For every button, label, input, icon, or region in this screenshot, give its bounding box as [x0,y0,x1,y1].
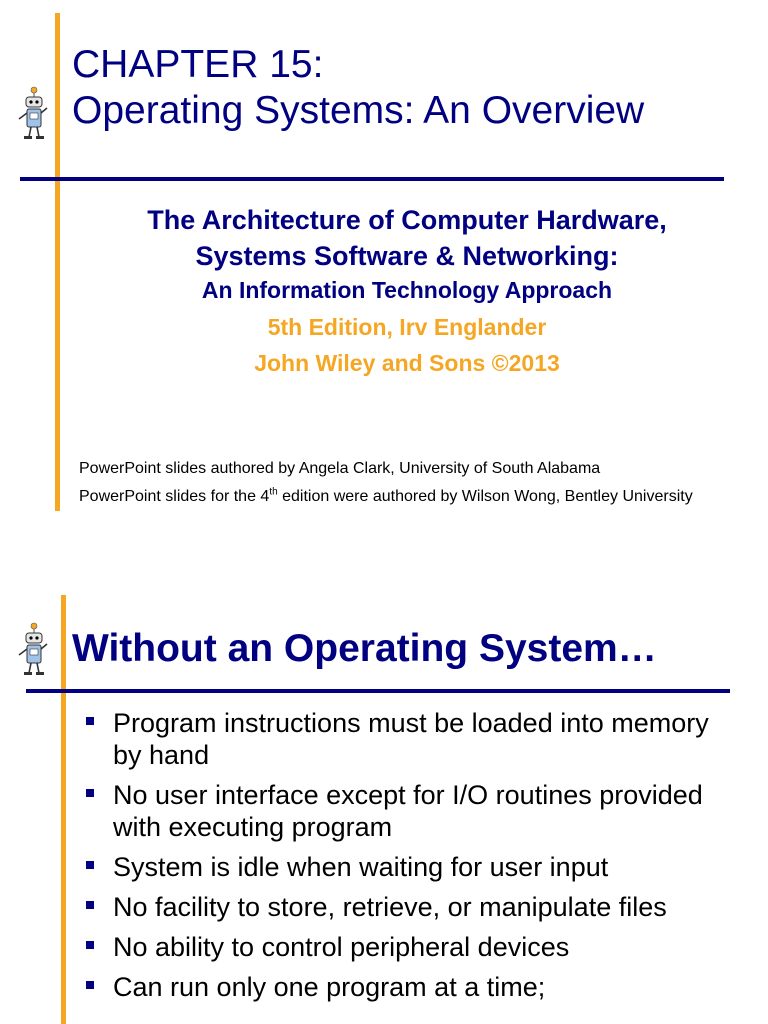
bullet-text: No facility to store, retrieve, or manipulate files [113,892,667,922]
slide-credit-2-sup: th [269,486,278,498]
bullet-item [86,891,726,923]
bullet-list [86,707,726,1011]
slide1-title-divider [20,177,724,181]
slide-credit-2 [79,486,739,508]
book-title-line2: Systems Software & Networking: [195,241,619,271]
bullet-square-icon [86,941,94,949]
bullet-item [86,779,726,843]
slide2-accent-bar [61,595,66,1024]
slide-credit-1: PowerPoint slides authored by Angela Clark, University of South Alabama [79,460,601,477]
bullet-square-icon [86,901,94,909]
bullet-item [86,931,726,963]
bullet-text: Program instructions must be loaded into memory by hand [113,708,709,770]
slide1-mascot-icon [16,86,50,147]
bullet-text: Can run only one program at a time; [113,972,546,1002]
bullet-text: No ability to control peripheral devices [113,932,570,962]
publisher-copyright: John Wiley and Sons ©2013 [254,350,560,376]
chapter-title-line1: CHAPTER 15: [72,43,324,86]
slide2-title-divider [26,689,730,693]
bullet-item [86,707,726,771]
bullet-square-icon [86,981,94,989]
bullet-square-icon [86,861,94,869]
slide-credit-2-text: PowerPoint slides for the 4 [79,488,270,505]
slide2-title: Without an Operating System… [72,627,657,670]
bullet-item [86,971,726,1003]
bullet-text: System is idle when waiting for user input [113,852,609,882]
edition-author: 5th Edition, Irv Englander [267,314,547,340]
book-subtitle: An Information Technology Approach [201,277,613,303]
slide2-mascot-icon [16,622,50,683]
bullet-square-icon [86,789,94,797]
bullet-square-icon [86,717,94,725]
bullet-item [86,851,726,883]
chapter-title [72,42,752,134]
bullet-text: No user interface except for I/O routines provided with executing program [113,780,703,842]
slide-credit-2-rest: edition were authored by Wilson Wong, Bentley University [277,488,693,505]
book-title-line1: The Architecture of Computer Hardware, [147,205,667,235]
chapter-title-line2: Operating Systems: An Overview [72,89,645,132]
